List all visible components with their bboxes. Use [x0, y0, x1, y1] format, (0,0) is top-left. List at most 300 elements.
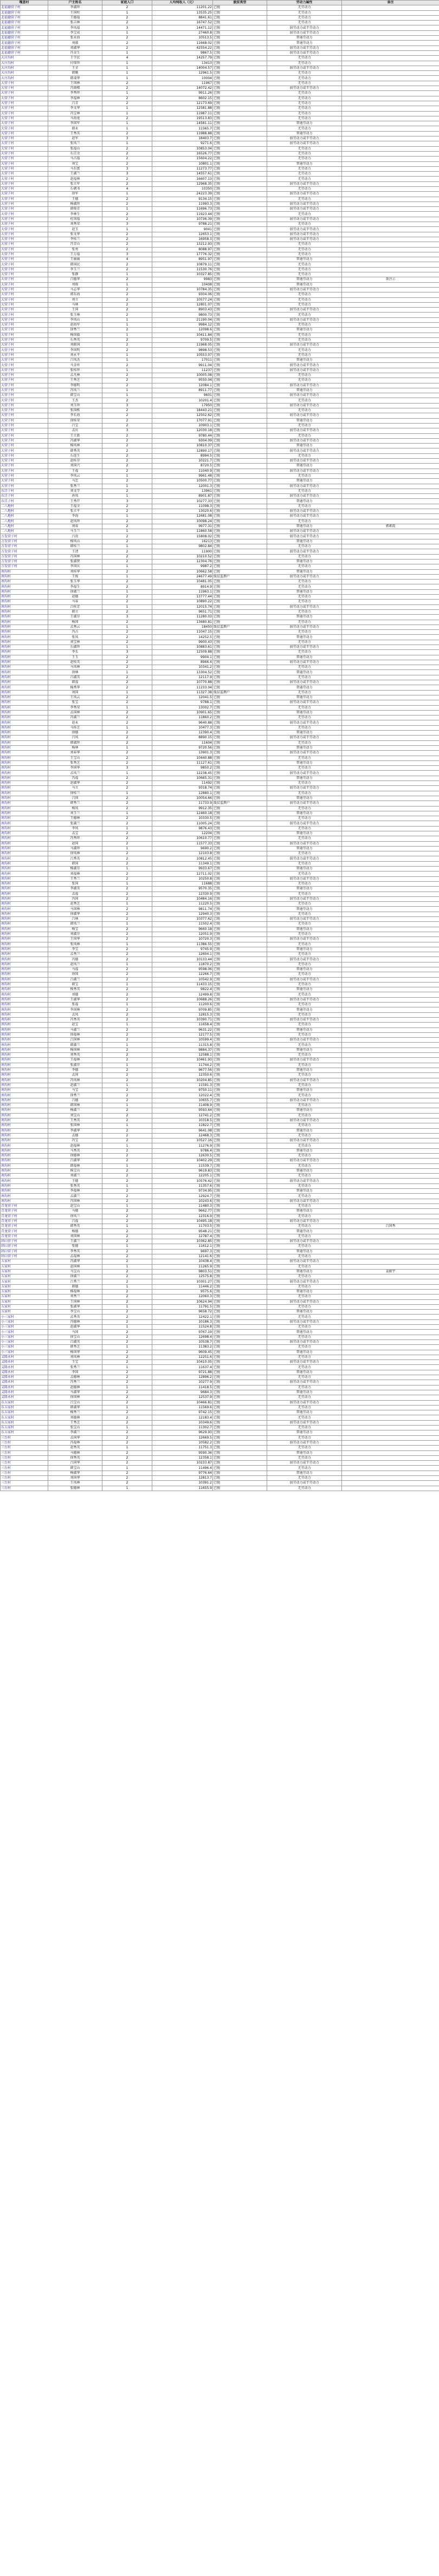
cell-labor: 弱劳动力或半劳动力 — [267, 136, 342, 141]
cell-family-size: 2 — [102, 580, 152, 584]
table-row — [1, 1133, 439, 1138]
cell-householder: 刘淑兰 — [48, 1174, 102, 1179]
cell-labor: 无劳动力 — [267, 781, 342, 786]
cell-householder: 李淑英 — [48, 887, 102, 892]
cell-family-size: 2 — [102, 569, 152, 574]
cell-family-size: 1 — [102, 1083, 152, 1088]
table-row — [1, 1365, 439, 1370]
cell-village: 南沟村 — [1, 912, 48, 916]
cell-village: 大营子村 — [1, 393, 48, 398]
cell-note — [342, 1058, 439, 1063]
cell-status: 已脱 — [213, 337, 267, 342]
table-row — [1, 151, 439, 156]
cell-village: 大营子村 — [1, 232, 48, 237]
cell-status: 已脱 — [213, 1204, 267, 1208]
cell-income: 10204.85 — [152, 1078, 213, 1083]
cell-labor: 无劳动力 — [267, 836, 342, 841]
cell-labor: 弱劳动力或半劳动力 — [267, 86, 342, 91]
cell-note — [342, 257, 439, 262]
cell-village: 团山营子村 — [1, 1249, 48, 1254]
table-row — [1, 1143, 439, 1148]
cell-income: 11480.3 — [152, 1204, 213, 1208]
cell-income: 12502.62 — [152, 413, 213, 418]
cell-income: 9641.08 — [152, 1128, 213, 1133]
cell-labor: 无劳动力 — [267, 106, 342, 111]
cell-labor: 普通劳动力 — [267, 131, 342, 136]
cell-village: 南沟村 — [1, 992, 48, 997]
cell-village: 大营子村 — [1, 161, 48, 166]
cell-village: 大营子村 — [1, 121, 48, 126]
cell-labor: 弱劳动力或半劳动力 — [267, 1058, 342, 1063]
cell-income: 14004.57 — [152, 66, 213, 70]
cell-income: 10411.84 — [152, 333, 213, 337]
cell-note — [342, 1420, 439, 1425]
table-row — [1, 21, 439, 25]
cell-income: 9570.35 — [152, 887, 213, 892]
cell-labor: 弱劳动力或半劳动力 — [267, 534, 342, 539]
cell-family-size: 2 — [102, 1410, 152, 1415]
cell-status: 已脱 — [213, 907, 267, 912]
cell-status: 已脱 — [213, 328, 267, 333]
cell-note — [342, 650, 439, 655]
cell-householder: 张永海 — [48, 36, 102, 41]
cell-householder: 马秀英 — [48, 1148, 102, 1153]
cell-income: 11496.4 — [152, 1466, 213, 1471]
cell-labor: 弱劳动力或半劳动力 — [267, 201, 342, 206]
cell-status: 已脱 — [213, 373, 267, 378]
cell-village: 南沟村 — [1, 700, 48, 705]
cell-labor: 无劳动力 — [267, 675, 342, 680]
cell-labor: 普通劳动力 — [267, 796, 342, 801]
cell-status: 已脱 — [213, 947, 267, 952]
cell-status: 已脱 — [213, 609, 267, 614]
cell-village: 北福德营子村 — [1, 10, 48, 15]
cell-householder: 李林生 — [48, 212, 102, 217]
cell-family-size: 2 — [102, 1370, 152, 1375]
cell-labor: 无劳动力 — [267, 398, 342, 403]
cell-income: 11220.5 — [152, 902, 213, 907]
cell-village: 北福德营子村 — [1, 30, 48, 35]
cell-note — [342, 685, 439, 690]
cell-income: 10484.16 — [152, 896, 213, 901]
cell-income: 12103.8 — [152, 851, 213, 856]
cell-income: 9786.4 — [152, 1148, 213, 1153]
cell-family-size: 2 — [102, 292, 152, 297]
table-row — [1, 217, 439, 222]
cell-householder: 王秀英 — [48, 1118, 102, 1123]
cell-labor: 无劳动力 — [267, 313, 342, 317]
cell-family-size: 2 — [102, 1048, 152, 1052]
cell-family-size: 3 — [102, 172, 152, 177]
cell-note — [342, 473, 439, 478]
table-row — [1, 650, 439, 655]
table-row — [1, 826, 439, 831]
table-row — [1, 499, 439, 504]
cell-village: 南沟村 — [1, 1143, 48, 1148]
cell-village: 大营子村 — [1, 403, 48, 408]
table-row — [1, 902, 439, 907]
cell-labor: 无劳动力 — [267, 157, 342, 161]
cell-status: 已脱 — [213, 247, 267, 252]
cell-family-size: 2 — [102, 1098, 152, 1103]
cell-village: 南沟村 — [1, 1139, 48, 1143]
cell-family-size: 1 — [102, 1123, 152, 1128]
cell-village: 二八地村 — [1, 524, 48, 529]
cell-village: 大营子村 — [1, 308, 48, 313]
cell-note — [342, 151, 439, 156]
cell-income: 13535.25 — [152, 10, 213, 15]
cell-householder: 冯国 — [48, 896, 102, 901]
cell-family-size: 2 — [102, 489, 152, 493]
cell-householder: 吕国 — [48, 796, 102, 801]
cell-village: 南沟村 — [1, 791, 48, 796]
cell-income: 13961 — [152, 489, 213, 493]
cell-income: 10377.62 — [152, 917, 213, 922]
table-row — [1, 967, 439, 972]
cell-income: 17776.32 — [152, 252, 213, 257]
cell-family-size: 2 — [102, 1395, 152, 1400]
cell-status: 已脱 — [213, 771, 267, 776]
cell-income: 9742.15 — [152, 1410, 213, 1415]
cell-income: 12022.4 — [152, 1093, 213, 1098]
cell-householder: 王淑芬 — [48, 615, 102, 620]
cell-village: 南沟村 — [1, 932, 48, 936]
cell-village: 南沟村 — [1, 620, 48, 625]
table-row — [1, 242, 439, 247]
cell-family-size: 2 — [102, 1017, 152, 1022]
cell-note — [342, 1214, 439, 1219]
cell-householder: 王德 — [48, 197, 102, 201]
cell-village: 南沟村 — [1, 831, 48, 836]
cell-householder: 马立 — [48, 786, 102, 791]
cell-income: 9898.53 — [152, 348, 213, 353]
cell-family-size: 1 — [102, 1345, 152, 1350]
cell-village: 南沟村 — [1, 786, 48, 791]
cell-status: 已脱 — [213, 650, 267, 655]
table-row — [1, 71, 439, 76]
cell-family-size: 2 — [102, 816, 152, 821]
table-row — [1, 1294, 439, 1299]
cell-note: 备注示 — [342, 277, 439, 282]
cell-householder: 王国华 — [48, 937, 102, 942]
cell-status: 已脱 — [213, 972, 267, 977]
table-row — [1, 1486, 439, 1491]
cell-householder: 吕淑英 — [48, 675, 102, 680]
cell-householder: 冯凤兰 — [48, 388, 102, 393]
table-row — [1, 962, 439, 967]
cell-income: 13212.93 — [152, 242, 213, 247]
cell-family-size: 3 — [102, 428, 152, 433]
cell-family-size: 2 — [102, 1159, 152, 1163]
cell-labor: 无劳动力 — [267, 1294, 342, 1299]
cell-income: 10853.04 — [152, 146, 213, 151]
cell-labor: 无劳动力 — [267, 1053, 342, 1058]
cell-householder: 杨淑华 — [48, 1471, 102, 1475]
cell-status: 已脱 — [213, 942, 267, 947]
cell-note — [342, 871, 439, 876]
cell-householder: 李国华 — [48, 766, 102, 771]
cell-status: 已脱 — [213, 121, 267, 126]
cell-income: 8841.61 — [152, 15, 213, 20]
cell-status: 已脱 — [213, 992, 267, 997]
cell-note — [342, 50, 439, 55]
cell-householder: 韩秀英 — [48, 448, 102, 453]
cell-family-size: 2 — [102, 740, 152, 745]
cell-status: 已脱 — [213, 1481, 267, 1486]
cell-village: 大营子村 — [1, 438, 48, 443]
cell-householder: 王丽丽 — [48, 257, 102, 262]
cell-note — [342, 982, 439, 987]
cell-householder: 王玉 — [48, 655, 102, 660]
table-row — [1, 715, 439, 720]
cell-status: 已脱 — [213, 317, 267, 322]
cell-status: 已脱 — [213, 388, 267, 393]
cell-householder: 韩永 — [48, 126, 102, 131]
table-row — [1, 1375, 439, 1380]
table-row — [1, 922, 439, 927]
cell-note — [342, 363, 439, 368]
table-row — [1, 358, 439, 363]
cell-status: 已脱 — [213, 1133, 267, 1138]
cell-note — [342, 1435, 439, 1440]
cell-income: 9631.22 — [152, 1027, 213, 1032]
cell-income: 17077.91 — [152, 418, 213, 423]
cell-village: 大营子村 — [1, 172, 48, 177]
cell-status: 已脱 — [213, 323, 267, 328]
cell-labor: 弱劳动力或半劳动力 — [267, 1440, 342, 1445]
table-row — [1, 781, 439, 786]
cell-labor: 无劳动力 — [267, 922, 342, 927]
cell-note — [342, 1410, 439, 1415]
cell-status: 已脱 — [213, 499, 267, 504]
cell-family-size: 2 — [102, 469, 152, 473]
cell-status: 已脱 — [213, 448, 267, 453]
cell-status: 已脱 — [213, 363, 267, 368]
cell-village: 南沟村 — [1, 876, 48, 881]
cell-status: 已脱 — [213, 1239, 267, 1244]
cell-labor: 无劳动力 — [267, 1103, 342, 1108]
cell-status: 已脱 — [213, 1068, 267, 1072]
table-row — [1, 15, 439, 20]
cell-family-size: 1 — [102, 141, 152, 146]
cell-note — [342, 710, 439, 715]
cell-note — [342, 10, 439, 15]
cell-village: 大营子村 — [1, 302, 48, 307]
cell-householder: 李国庆 — [48, 564, 102, 569]
cell-householder: 赵宝山 — [48, 1204, 102, 1208]
cell-householder: 吕宝 — [48, 423, 102, 428]
cell-income: 9598.06 — [152, 967, 213, 972]
cell-householder: 张福 — [48, 1003, 102, 1007]
cell-labor: 无劳动力 — [267, 902, 342, 907]
cell-village: 南沟村 — [1, 600, 48, 604]
cell-note — [342, 186, 439, 191]
cell-note — [342, 1455, 439, 1460]
cell-status: 已脱 — [213, 1466, 267, 1471]
cell-status: 已脱 — [213, 161, 267, 166]
cell-labor: 无劳动力 — [267, 1113, 342, 1118]
cell-labor: 普通劳动力 — [267, 1430, 342, 1435]
cell-village: 青龙营子村 — [1, 1214, 48, 1219]
cell-family-size: 2 — [102, 1335, 152, 1339]
cell-income: 11237 — [152, 368, 213, 373]
cell-labor: 无劳动力 — [267, 1003, 342, 1007]
cell-note — [342, 1254, 439, 1259]
header-income: 人均纯收入（元） — [152, 1, 213, 5]
cell-note — [342, 1310, 439, 1315]
cell-village: 南沟村 — [1, 640, 48, 645]
table-row — [1, 378, 439, 383]
cell-note — [342, 1290, 439, 1294]
cell-householder: 冯德 — [48, 957, 102, 962]
cell-village: 大营子村 — [1, 448, 48, 453]
cell-status: 已脱 — [213, 1038, 267, 1043]
cell-family-size: 1 — [102, 207, 152, 212]
cell-householder: 赵桂芬 — [48, 459, 102, 464]
cell-status: 已脱 — [213, 428, 267, 433]
cell-note — [342, 212, 439, 217]
cell-status: 已脱 — [213, 549, 267, 554]
cell-householder: 王学民 — [48, 56, 102, 61]
table-row — [1, 751, 439, 756]
cell-village: 五家村 — [1, 1294, 48, 1299]
cell-status: 已脱 — [213, 192, 267, 197]
cell-village: 大营子村 — [1, 433, 48, 438]
cell-status: 已脱 — [213, 56, 267, 61]
cell-village: 南沟村 — [1, 760, 48, 765]
cell-status: 已脱 — [213, 222, 267, 227]
cell-labor: 弱劳动力或半劳动力 — [267, 287, 342, 292]
cell-village: 大营子村 — [1, 146, 48, 151]
cell-status: 已脱 — [213, 1294, 267, 1299]
cell-village: 东洼子村 — [1, 494, 48, 499]
cell-status: 已脱 — [213, 630, 267, 635]
cell-income: 12880.1 — [152, 791, 213, 796]
cell-family-size: 1 — [102, 91, 152, 96]
table-row — [1, 695, 439, 700]
cell-family-size: 2 — [102, 1400, 152, 1405]
cell-labor: 普通劳动力 — [267, 257, 342, 262]
cell-householder: 张凤林 — [48, 942, 102, 947]
table-row — [1, 1103, 439, 1108]
table-row — [1, 917, 439, 922]
cell-householder: 冯秀英 — [48, 1017, 102, 1022]
cell-family-size: 1 — [102, 881, 152, 886]
cell-family-size: 2 — [102, 781, 152, 786]
cell-householder: 杨国 — [48, 620, 102, 625]
cell-family-size: 1 — [102, 323, 152, 328]
cell-status: 已脱 — [213, 1461, 267, 1466]
cell-income: 10481.05 — [152, 580, 213, 584]
cell-village: 万发营子村 — [1, 534, 48, 539]
cell-householder: 冯淑华 — [48, 438, 102, 443]
cell-status: 已脱 — [213, 1370, 267, 1375]
table-row — [1, 539, 439, 544]
cell-status: 已脱 — [213, 151, 267, 156]
cell-village: 南沟村 — [1, 705, 48, 710]
cell-householder: 徐德林 — [48, 1153, 102, 1158]
table-row — [1, 1214, 439, 1219]
cell-family-size: 1 — [102, 393, 152, 398]
cell-householder: 吕林 — [48, 917, 102, 922]
cell-village: 北福德营子村 — [1, 25, 48, 30]
cell-householder: 李凤山 — [48, 317, 102, 322]
cell-labor: 无劳动力 — [267, 1415, 342, 1420]
cell-village: 大营子村 — [1, 277, 48, 282]
cell-note — [342, 1133, 439, 1138]
cell-note — [342, 61, 439, 66]
cell-village: 南沟村 — [1, 982, 48, 987]
cell-householder: 王国林 — [48, 1299, 102, 1304]
cell-householder: 马海龙 — [48, 116, 102, 121]
cell-note — [342, 433, 439, 438]
cell-family-size: 2 — [102, 831, 152, 836]
cell-labor: 普通劳动力 — [267, 887, 342, 892]
cell-note — [342, 21, 439, 25]
cell-family-size: 1 — [102, 574, 152, 579]
table-row — [1, 569, 439, 574]
cell-village: 大营子村 — [1, 479, 48, 484]
cell-note — [342, 1304, 439, 1309]
table-row — [1, 333, 439, 337]
cell-family-size: 2 — [102, 776, 152, 780]
cell-village: 南沟村 — [1, 1027, 48, 1032]
cell-family-size: 2 — [102, 328, 152, 333]
table-row — [1, 635, 439, 640]
cell-status: 已脱 — [213, 393, 267, 398]
cell-labor: 弱劳动力或半劳动力 — [267, 574, 342, 579]
cell-labor: 弱劳动力或半劳动力 — [267, 343, 342, 348]
cell-village: 南沟村 — [1, 952, 48, 957]
cell-income: 12698.4 — [152, 1335, 213, 1339]
table-row — [1, 393, 439, 398]
cell-family-size: 2 — [102, 821, 152, 826]
table-row — [1, 1048, 439, 1052]
cell-family-size: 2 — [102, 212, 152, 217]
cell-income: 12575.8 — [152, 1274, 213, 1279]
cell-family-size: 2 — [102, 907, 152, 912]
cell-income: 9850.2 — [152, 766, 213, 771]
table-row — [1, 494, 439, 499]
cell-householder: 赵秀英 — [48, 1446, 102, 1450]
cell-village: 大营子村 — [1, 388, 48, 393]
cell-village: 大营子村 — [1, 111, 48, 116]
cell-income: 11433.15 — [152, 982, 213, 987]
cell-family-size: 2 — [102, 1274, 152, 1279]
cell-village: 五家村 — [1, 1259, 48, 1264]
cell-income: 14581.11 — [152, 121, 213, 126]
cell-householder: 冯福林 — [48, 1440, 102, 1445]
cell-householder: 马德 — [48, 1209, 102, 1214]
cell-status: 已脱 — [213, 1420, 267, 1425]
cell-note — [342, 1475, 439, 1480]
cell-labor: 无劳动力 — [267, 323, 342, 328]
cell-village: 南沟村 — [1, 695, 48, 700]
cell-labor: 普通劳动力 — [267, 846, 342, 851]
cell-labor: 弱劳动力或半劳动力 — [267, 736, 342, 740]
cell-income: 16526.77 — [152, 151, 213, 156]
cell-note — [342, 121, 439, 126]
cell-householder: 吕国华 — [48, 1461, 102, 1466]
cell-note — [342, 745, 439, 750]
cell-labor: 无劳动力 — [267, 942, 342, 947]
cell-family-size: 2 — [102, 1310, 152, 1315]
cell-status: 已脱 — [213, 1229, 267, 1234]
table-row — [1, 1123, 439, 1128]
cell-note — [342, 992, 439, 997]
table-row — [1, 554, 439, 559]
cell-status: 已脱 — [213, 559, 267, 564]
